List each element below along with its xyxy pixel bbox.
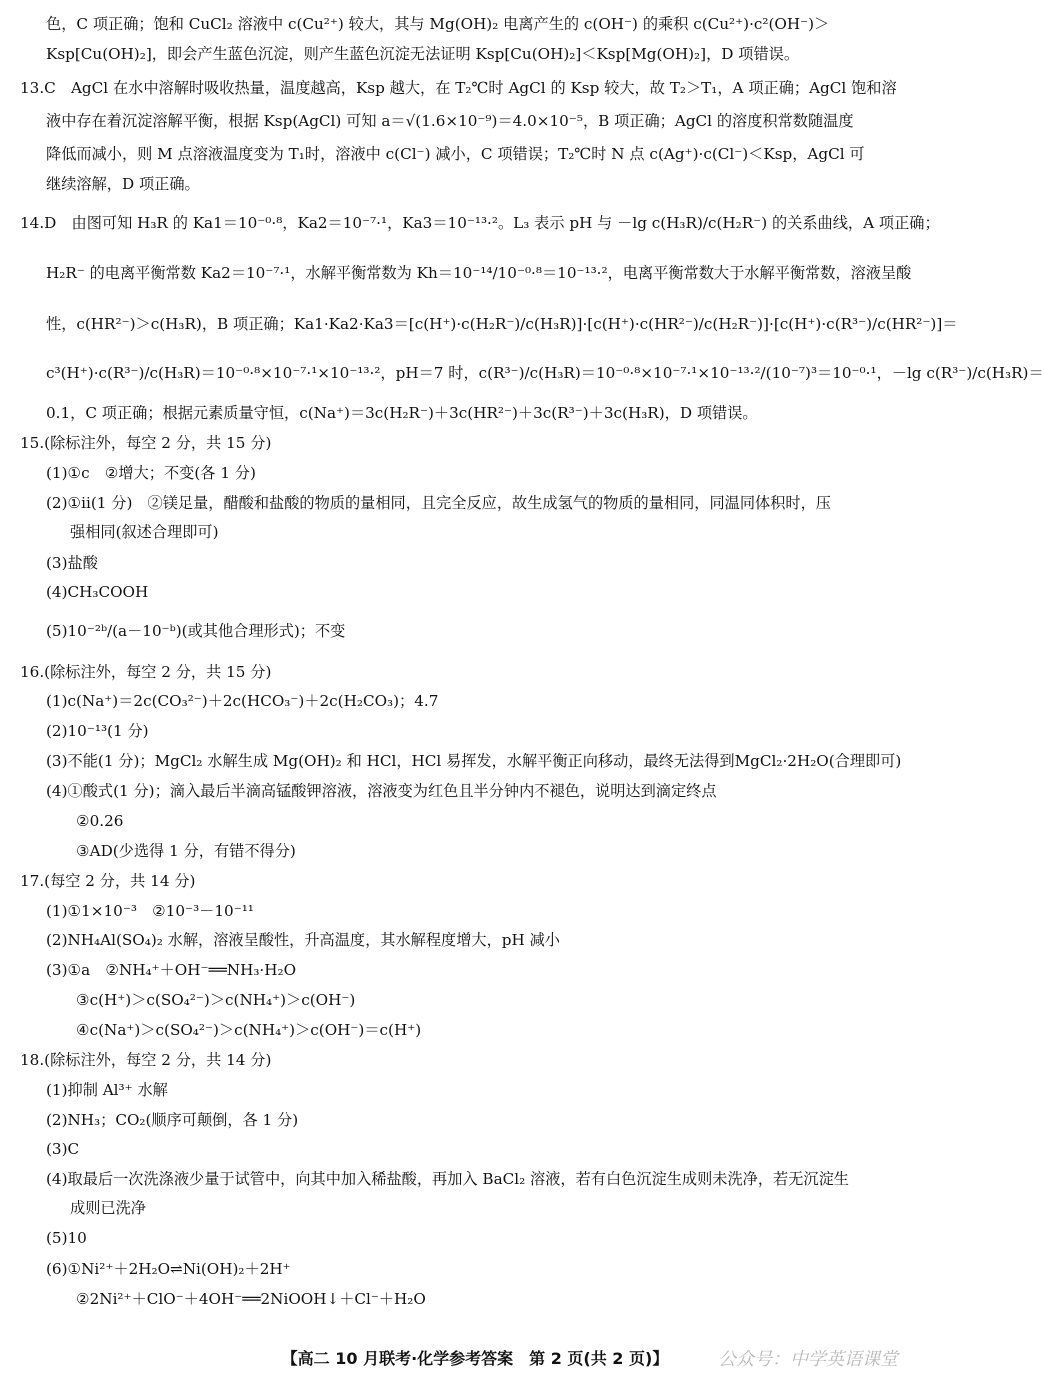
answer-line: (5)10 (46, 1229, 87, 1247)
text-line: 液中存在着沉淀溶解平衡，根据 Ksp(AgCl) 可知 a＝√(1.6×10⁻⁹)＝4.0×10⁻⁵，B 项正确；AgCl 的溶度积常数随温度 (46, 112, 854, 130)
answer-line: (2)NH₃；CO₂(顺序可颠倒，各 1 分) (46, 1111, 299, 1129)
answer-line: (3)C (46, 1140, 80, 1158)
answer-line: (2)10⁻¹³(1 分) (46, 722, 149, 740)
text-line: 0.1，C 项正确；根据元素质量守恒，c(Na⁺)＝3c(H₂R⁻)＋3c(HR²⁻)＋3c(R³⁻)＋3c(H₃R)，D 项错误。 (46, 404, 758, 422)
answer-line: (5)10⁻²ᵇ/(a－10⁻ᵇ)(或其他合理形式)；不变 (46, 622, 346, 640)
answer-line: (1)c(Na⁺)＝2c(CO₃²⁻)＋2c(HCO₃⁻)＋2c(H₂CO₃)；4.7 (46, 692, 439, 710)
question-13-line: 13.C AgCl 在水中溶解时吸收热量，温度越高，Ksp 越大，在 T₂℃时 AgCl 的 Ksp 较大，故 T₂＞T₁，A 项正确；AgCl 饱和溶 (20, 79, 897, 97)
text-line: 色，C 项正确；饱和 CuCl₂ 溶液中 c(Cu²⁺) 较大，其与 Mg(OH)₂ 电离产生的 c(OH⁻) 的乘积 c(Cu²⁺)·c²(OH⁻)＞ (46, 15, 830, 33)
answer-line: ③c(H⁺)＞c(SO₄²⁻)＞c(NH₄⁺)＞c(OH⁻) (76, 991, 356, 1009)
answer-line: (3)①a ②NH₄⁺＋OH⁻══NH₃·H₂O (46, 961, 297, 979)
answer-line: ④c(Na⁺)＞c(SO₄²⁻)＞c(NH₄⁺)＞c(OH⁻)＝c(H⁺) (76, 1021, 422, 1039)
text-line: Ksp[Cu(OH)₂]，即会产生蓝色沉淀，则产生蓝色沉淀无法证明 Ksp[Cu(OH)₂]＜Ksp[Mg(OH)₂]，D 项错误。 (46, 45, 800, 63)
question-17-header: 17.(每空 2 分，共 14 分) (20, 872, 196, 890)
answer-line: ②2Ni²⁺＋ClO⁻＋4OH⁻══2NiOOH↓＋Cl⁻＋H₂O (76, 1290, 426, 1308)
answer-line: (3)盐酸 (46, 554, 98, 572)
answer-line: 成则已洗净 (70, 1199, 146, 1217)
page-footer: 【高二 10 月联考·化学参考答案 第 2 页(共 2 页)】 (281, 1349, 669, 1368)
answer-line: ②0.26 (76, 812, 124, 830)
question-15-header: 15.(除标注外，每空 2 分，共 15 分) (20, 434, 272, 452)
answer-line: (1)抑制 Al³⁺ 水解 (46, 1081, 168, 1099)
question-14-line: 14.D 由图可知 H₃R 的 Ka1＝10⁻⁰·⁸，Ka2＝10⁻⁷·¹，Ka3＝10⁻¹³·²。L₃ 表示 pH 与 －lg c(H₃R)/c(H₂R⁻) 的关系曲线，A 项正确； (20, 214, 940, 232)
text-line: H₂R⁻ 的电离平衡常数 Ka2＝10⁻⁷·¹，水解平衡常数为 Kh＝10⁻¹⁴/10⁻⁰·⁸＝10⁻¹³·²，电离平衡常数大于水解平衡常数，溶液呈酸 (46, 264, 912, 282)
answer-line: (3)不能(1 分)；MgCl₂ 水解生成 Mg(OH)₂ 和 HCl，HCl 易挥发，水解平衡正向移动，最终无法得到MgCl₂·2H₂O(合理即可) (46, 752, 902, 770)
text-line: 继续溶解，D 项正确。 (46, 175, 200, 193)
answer-line: 强相同(叙述合理即可) (70, 523, 219, 541)
watermark-text: 公众号：中学英语课堂 (718, 1349, 898, 1370)
text-line: 性，c(HR²⁻)＞c(H₃R)，B 项正确；Ka1·Ka2·Ka3＝[c(H⁺)·c(H₂R⁻)/c(H₃R)]·[c(H⁺)·c(HR²⁻)/c(H₂R⁻)]·[c(H⁺)·c(R³⁻)/c(HR²⁻)]＝ (46, 315, 958, 333)
answer-line: (1)①1×10⁻³ ②10⁻³－10⁻¹¹ (46, 902, 254, 920)
answer-line: (2)①ⅱ(1 分) ②镁足量，醋酸和盐酸的物质的量相同，且完全反应，故生成氢气的物质的量相同，同温同体积时，压 (46, 494, 831, 512)
text-line: 降低而减小，则 M 点溶液温度变为 T₁时，溶液中 c(Cl⁻) 减小，C 项错误；T₂℃时 N 点 c(Ag⁺)·c(Cl⁻)＜Ksp，AgCl 可 (46, 145, 865, 163)
answer-line: (4)CH₃COOH (46, 583, 149, 601)
answer-line: (2)NH₄Al(SO₄)₂ 水解，溶液呈酸性，升高温度，其水解程度增大，pH 减小 (46, 931, 560, 949)
answer-line: (4)取最后一次洗涤液少量于试管中，向其中加入稀盐酸，再加入 BaCl₂ 溶液，若有白色沉淀生成则未洗净，若无沉淀生 (46, 1170, 849, 1188)
answer-line: (6)①Ni²⁺＋2H₂O⇌Ni(OH)₂＋2H⁺ (46, 1260, 291, 1278)
answer-line: ③AD(少选得 1 分，有错不得分) (76, 842, 296, 860)
answer-line: (4)①酸式(1 分)；滴入最后半滴高锰酸钾溶液，溶液变为红色且半分钟内不褪色，说明达到滴定终点 (46, 782, 717, 800)
answer-line: (1)①c ②增大；不变(各 1 分) (46, 464, 256, 482)
question-16-header: 16.(除标注外，每空 2 分，共 15 分) (20, 663, 272, 681)
question-18-header: 18.(除标注外，每空 2 分，共 14 分) (20, 1051, 272, 1069)
text-line: c³(H⁺)·c(R³⁻)/c(H₃R)＝10⁻⁰·⁸×10⁻⁷·¹×10⁻¹³·²，pH＝7 时，c(R³⁻)/c(H₃R)＝10⁻⁰·⁸×10⁻⁷·¹×10⁻¹³·²/(10⁻⁷)³＝10⁻⁰·¹，－lg c(R³⁻)/c(H₃R)＝ (46, 364, 1044, 382)
